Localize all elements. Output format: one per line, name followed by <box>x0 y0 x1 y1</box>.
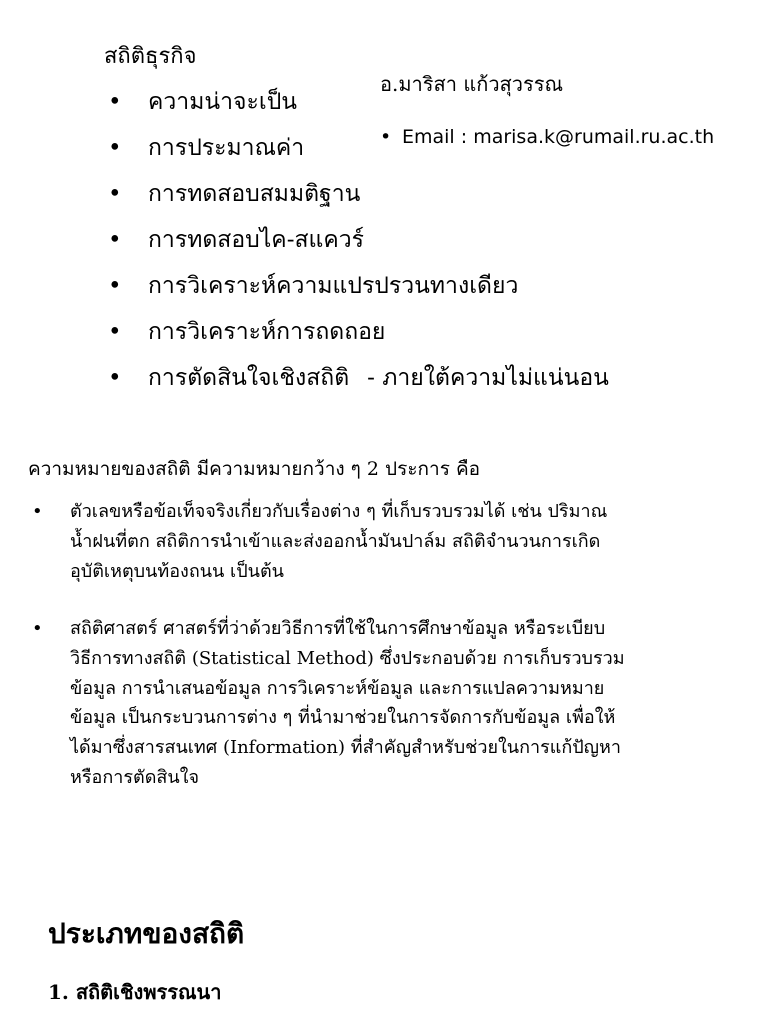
topic-item <box>108 360 609 396</box>
topic-item <box>108 130 304 166</box>
topic-label: การวิเคราะห์ความแปรปรวนทางเดียว <box>148 273 519 299</box>
paragraph-line: น้ำฝนที่ตก สถิติการนำเข้าและส่งออกน้ำมันปาล์ม สถิติจำนวนการเกิด <box>70 530 601 552</box>
meaning-intro: ความหมายของสถิติ มีความหมายกว้าง ๆ 2 ประการ คือ <box>28 458 481 480</box>
bullet: • <box>108 89 122 115</box>
topic-label: การทดสอบไค-สแควร์ <box>148 227 364 253</box>
topic-label: การวิเคราะห์การถดถอย <box>148 319 386 345</box>
topic-note: - ภายใต้ความไม่แน่นอน <box>367 365 609 391</box>
paragraph-line: ตัวเลขหรือข้อเท็จจริงเกี่ยวกับเรื่องต่าง ๆ ที่เก็บรวบรวมได้ เช่น ปริมาณ <box>70 501 608 522</box>
topic-item <box>108 176 360 212</box>
email-text: Email : marisa.k@rumail.ru.ac.th <box>402 126 715 148</box>
paragraph-line: ข้อมูล การนำเสนอข้อมูล การวิเคราะห์ข้อมูล และการแปลความหมาย <box>70 677 605 699</box>
topic-item <box>108 222 364 258</box>
bullet: • <box>108 227 122 253</box>
topic-item <box>108 314 385 350</box>
topic-item <box>108 84 297 120</box>
course-title: สถิติธุรกิจ <box>104 44 197 69</box>
bullet: • <box>108 273 122 299</box>
meaning-point-2 <box>32 614 625 793</box>
topic-label: การทดสอบสมมติฐาน <box>148 181 361 207</box>
bullet: • <box>108 181 122 207</box>
bullet: • <box>380 126 392 148</box>
bullet: • <box>108 319 122 345</box>
meaning-point-1 <box>32 497 607 586</box>
paragraph-line: ข้อมูล เป็นกระบวนการต่าง ๆ ที่นำมาช่วยในการจัดการกับข้อมูล เพื่อให้ <box>70 707 616 729</box>
paragraph-line: สถิติศาสตร์ ศาสตร์ที่ว่าด้วยวิธีการที่ใช้ในการศึกษาข้อมูล หรือระเบียบ <box>70 618 606 639</box>
instructor-name: อ.มาริสา แก้วสุวรรณ <box>380 72 564 96</box>
topic-label: การตัดสินใจเชิงสถิติ <box>148 365 350 391</box>
subsection-heading: 1. สถิติเชิงพรรณนา <box>48 980 222 1004</box>
topic-label: ความน่าจะเป็น <box>148 89 298 115</box>
section-heading: ประเภทของสถิติ <box>48 917 245 950</box>
bullet: • <box>108 365 122 391</box>
bullet: • <box>32 501 43 522</box>
email-line <box>380 126 714 148</box>
paragraph-line: ได้มาซึ่งสารสนเทศ (Information) ที่สำคัญสำหรับช่วยในการแก้ปัญหา <box>70 737 621 759</box>
bullet: • <box>32 618 43 639</box>
topic-item <box>108 268 518 304</box>
paragraph-line: วิธีการทางสถิติ (Statistical Method) ซึ่งประกอบด้วย การเก็บรวบรวม <box>70 647 625 669</box>
paragraph-line: อุบัติเหตุบนท้องถนน เป็นต้น <box>70 560 284 582</box>
topic-label: การประมาณค่า <box>148 135 305 161</box>
bullet: • <box>108 135 122 161</box>
paragraph-line: หรือการตัดสินใจ <box>70 766 200 788</box>
